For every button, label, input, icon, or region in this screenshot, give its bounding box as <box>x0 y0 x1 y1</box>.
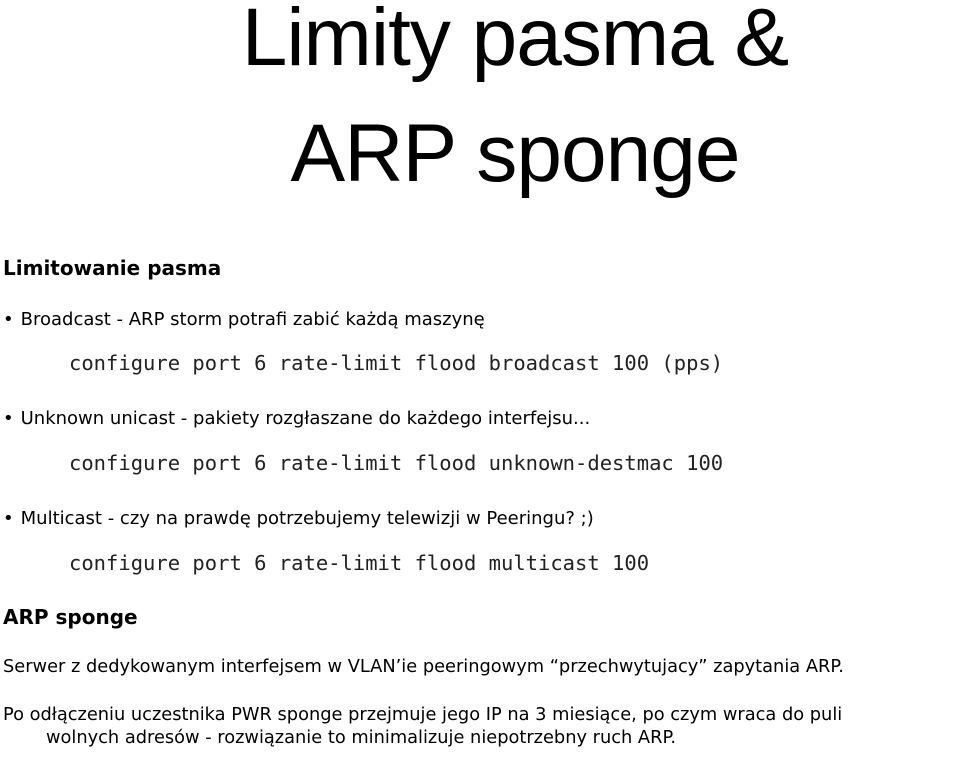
bullet-broadcast <box>3 311 485 329</box>
bullet-unknown-unicast <box>3 410 590 428</box>
rate-limit-heading: Limitowanie pasma <box>3 256 222 280</box>
arp-sponge-heading: ARP sponge <box>3 605 138 629</box>
bullet-dot: • <box>3 508 14 529</box>
bullet-multicast <box>3 510 594 528</box>
slide-title-line-1: Limity pasma & <box>241 0 789 83</box>
bullet-text: Multicast - czy na prawdę potrzebujemy telewizji w Peeringu? ;) <box>20 508 594 529</box>
slide-title-line-2: ARP sponge <box>290 108 740 199</box>
arp-sponge-paragraph-2-line-1: Po odłączeniu uczestnika PWR sponge przejmuje jego IP na 3 miesiące, po czym wraca do puli <box>3 704 843 725</box>
arp-sponge-paragraph-2-line-2: wolnych adresów - rozwiązanie to minimalizuje niepotrzebny ruch ARP. <box>46 727 677 748</box>
arp-sponge-paragraph-1: Serwer z dedykowanym interfejsem w VLAN’ie peeringowym “przechwytujacy” zapytania ARP. <box>3 656 844 677</box>
bullet-dot: • <box>3 408 14 429</box>
bullet-dot: • <box>3 309 14 330</box>
command-unknown-unicast: configure port 6 rate-limit flood unknown-destmac 100 <box>69 451 724 475</box>
bullet-text: Unknown unicast - pakiety rozgłaszane do każdego interfejsu... <box>20 408 591 429</box>
bullet-text: Broadcast - ARP storm potrafi zabić każdą maszynę <box>20 309 485 330</box>
command-broadcast: configure port 6 rate-limit flood broadcast 100 (pps) <box>69 351 724 375</box>
command-multicast: configure port 6 rate-limit flood multicast 100 <box>69 551 650 575</box>
